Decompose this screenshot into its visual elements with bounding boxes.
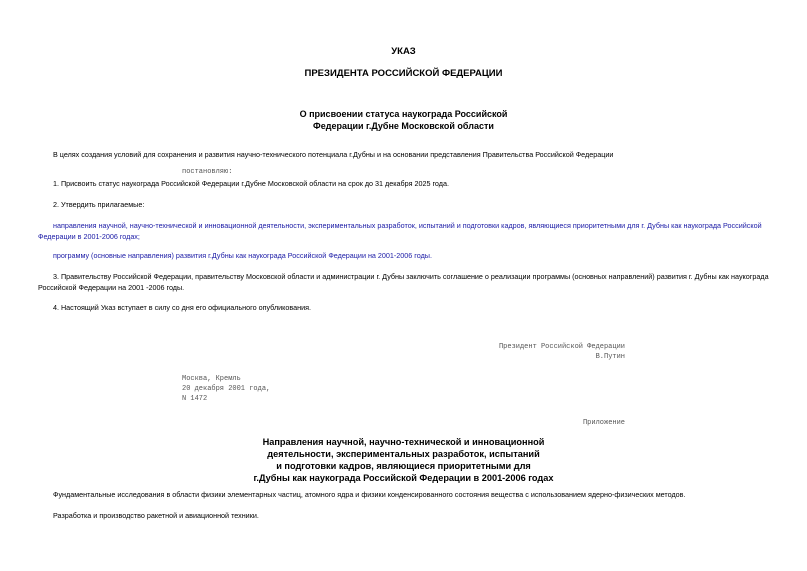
- signature-name: В.Путин: [595, 353, 625, 361]
- document-title: УКАЗ: [391, 46, 416, 57]
- decree-word: постановляю:: [182, 168, 233, 176]
- appendix-paragraph-2: Разработка и производство ракетной и авиационной техники.: [53, 511, 259, 520]
- signature-position: Президент Российской Федерации: [498, 343, 625, 351]
- document-subject-line1: О присвоении статуса наукограда Российской: [299, 109, 508, 119]
- link-program[interactable]: программу (основные направления) развития г.Дубны как наукограда Российской Федерации на 2001-2006 годы.: [53, 251, 432, 260]
- appendix-heading-line1: Направления научной, научно-технической и инновационной: [262, 437, 545, 447]
- appendix-heading-line3: и подготовки кадров, являющиеся приоритетными для: [276, 461, 531, 471]
- item-4: 4. Настоящий Указ вступает в силу со дня его официального опубликования.: [53, 303, 312, 312]
- date: 20 декабря 2001 года,: [182, 385, 271, 393]
- appendix-heading-line4: г.Дубны как наукограда Российской Федерации в 2001-2006 годах: [253, 473, 554, 483]
- document-subject-line2: Федерации г.Дубне Московской области: [313, 121, 494, 131]
- document-issuer: ПРЕЗИДЕНТА РОССИЙСКОЙ ФЕДЕРАЦИИ: [304, 68, 503, 79]
- appendix-heading-line2: деятельности, экспериментальных разработок, испытаний: [267, 449, 540, 459]
- item-3: 3. Правительству Российской Федерации, правительству Московской области и администрации г. Дубны заключить соглашение о реализации программы (основных направлений) развития г. Дубны как наукограда Российской Федерации на 2001 -2006 годы.: [38, 272, 769, 292]
- place: Москва, Кремль: [182, 375, 241, 383]
- item-1: 1. Присвоить статус наукограда Российской Федерации г.Дубне Московской области на срок до 31 декабря 2025 года.: [53, 179, 449, 188]
- item-2: 2. Утвердить прилагаемые:: [53, 200, 145, 209]
- link-directions[interactable]: направления научной, научно-технической и инновационной деятельности, экспериментальных разработок, испытаний и подготовки кадров, являющиеся приоритетными для г. Дубны как наукограда Российской Федерации в 2001-2006 годах;: [38, 221, 762, 241]
- appendix-label: Приложение: [582, 419, 625, 427]
- decree-number: N 1472: [182, 395, 208, 403]
- intro-paragraph: В целях создания условий для сохранения и развития научно-технического потенциала г.Дубны и на основании представления Правительства Российской Федерации: [53, 150, 614, 159]
- appendix-paragraph-1: Фундаментальные исследования в области физики элементарных частиц, атомного ядра и физики конденсированного состояния вещества с использованием ядерно-физических методов.: [53, 490, 686, 499]
